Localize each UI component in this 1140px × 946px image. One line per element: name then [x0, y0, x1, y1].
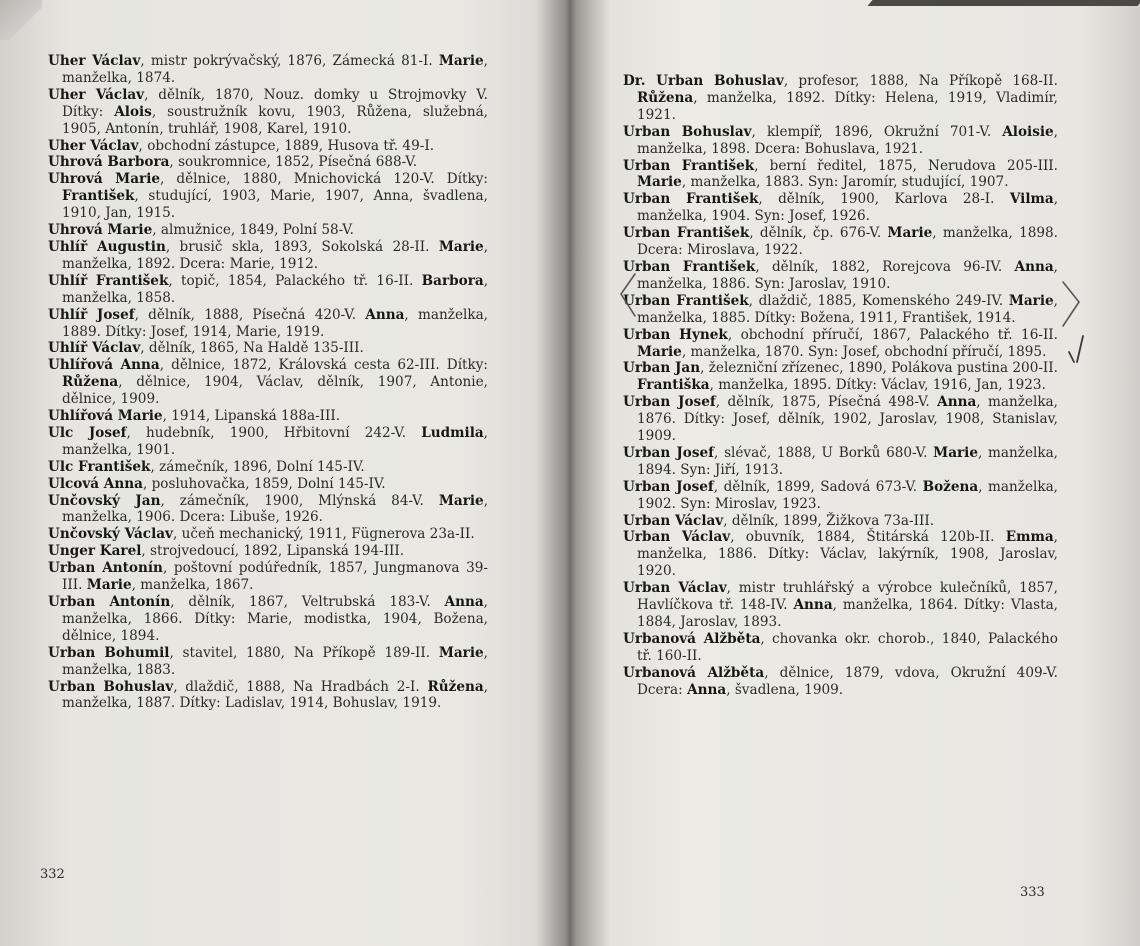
- entry-household: , manželka, 1866. Dítky: Marie, modistka, 1904, Božena, dělnice, 1894.: [62, 594, 488, 644]
- entry-household: , manželka, 1874.: [62, 53, 488, 86]
- entry-household: , manželka, 1864. Dítky: Vlasta, 1884, Jaroslav, 1893.: [637, 597, 1059, 630]
- entry-household: , manželka, 1892. Dcera: Marie, 1912.: [62, 238, 489, 272]
- entry-spouse: Růžena: [427, 678, 484, 695]
- entry-spouse: Marie: [438, 53, 484, 69]
- directory-entry: [623, 479, 1058, 513]
- entry-details: , berní ředitel, 1875, Nerudova 205-III.: [754, 157, 1059, 174]
- entry-spouse: Barbora: [421, 272, 484, 289]
- entry-name: Ulc Josef: [48, 424, 127, 441]
- entry-name: Uher Václav: [48, 86, 145, 103]
- entry-spouse: Marie: [887, 225, 933, 242]
- pencil-tick-icon: [1065, 332, 1089, 366]
- directory-entry: [48, 307, 488, 341]
- entry-details: , soukromnice, 1852, Písečná 688-V.: [169, 154, 418, 171]
- entry-spouse: Anna: [444, 594, 484, 610]
- entry-spouse: Marie: [438, 238, 484, 255]
- entry-name: Urban Josef: [623, 444, 715, 461]
- entry-household: , manželka, 1898. Dcera: Bohuslava, 1921.: [637, 123, 1058, 157]
- entry-name: Urban Bohumil: [48, 644, 170, 661]
- entry-details: , dělník, 1899, Sadová 673-V.: [713, 478, 923, 495]
- directory-entry: [48, 53, 488, 87]
- entry-details: , dělník, 1882, Rorejcova 96-IV.: [755, 258, 1015, 275]
- entry-details: , obuvník, 1884, Štitárská 120b-II.: [730, 529, 1006, 546]
- entry-details: , dělnice, 1872, Královská cesta 62-III. Dítky:: [159, 357, 488, 374]
- entry-name: Uhlířová Anna: [48, 357, 160, 374]
- entry-household: , manželka, 1886. Dítky: Václav, lakýrník, 1908, Jaroslav, 1920.: [637, 529, 1058, 580]
- entry-spouse: Vilma: [1009, 191, 1054, 208]
- directory-entry: [623, 665, 1058, 699]
- entry-name: Unčovský Jan: [48, 492, 161, 509]
- entry-name: Uher Václav: [48, 53, 141, 69]
- directory-entry: [623, 631, 1058, 665]
- entry-name: Urban František: [623, 258, 756, 275]
- entry-details: , hudebník, 1900, Hřbitovní 242-V.: [126, 424, 422, 441]
- entry-details: , obchodní zástupce, 1889, Husova tř. 49-I.: [138, 137, 435, 154]
- entry-household: , švadlena, 1909.: [726, 681, 844, 698]
- entry-spouse: Anna: [365, 306, 405, 323]
- entry-name: Uhrová Marie: [48, 222, 153, 239]
- entry-spouse: Marie: [637, 343, 682, 360]
- pencil-bracket-right-icon: [1060, 280, 1082, 328]
- entry-spouse: Marie: [86, 577, 132, 594]
- directory-entry: [48, 408, 488, 425]
- entry-household: , manželka, 1894. Syn: Jiří, 1913.: [637, 444, 1058, 478]
- entry-details: , poštovní podúředník, 1857, Jungmanova 39-III.: [62, 560, 488, 594]
- directory-entry: [48, 679, 488, 713]
- directory-entry: [623, 73, 1058, 124]
- entry-spouse: Anna: [687, 681, 727, 698]
- entry-details: , dělnice, 1879, vdova, Okružní 409-V. Dcera:: [637, 664, 1058, 698]
- directory-entry: [48, 526, 488, 543]
- directory-entry: [48, 543, 488, 560]
- entry-household: , manželka, 1906. Dcera: Libuše, 1926.: [62, 492, 489, 526]
- entry-name: Urbanová Alžběta: [623, 630, 761, 647]
- entry-household: , manželka, 1895. Dítky: Václav, 1916, Jan, 1923.: [709, 377, 1046, 394]
- entry-name: Urban Hynek: [623, 326, 728, 343]
- entry-household: , manželka, 1901.: [62, 424, 488, 458]
- entry-details: , mistr pokrývačský, 1876, Zámecká 81-I.: [140, 53, 439, 69]
- entry-name: Uhlíř Augustin: [48, 238, 166, 255]
- directory-entry: [623, 158, 1058, 192]
- entry-details: , dlaždič, 1888, Na Hradbách 2-I.: [173, 678, 428, 695]
- directory-entry: [48, 493, 488, 527]
- entry-details: , stavitel, 1880, Na Příkopě 189-II.: [169, 644, 439, 661]
- entry-name: Urban František: [623, 191, 759, 208]
- entry-details: , dělnice, 1880, Mnichovická 120-V. Dítky:: [160, 171, 488, 188]
- entry-name: Urban Jan: [623, 360, 701, 377]
- entry-name: Unčovský Václav: [48, 526, 173, 543]
- entry-household: , manželka, 1870. Syn: Josef, obchodní příručí, 1895.: [681, 343, 1047, 360]
- entry-name: Urban Antonín: [48, 560, 163, 577]
- entry-details: , dělník, 1865, Na Haldě 135-III.: [140, 340, 364, 357]
- entry-details: , dělník, 1867, Veltrubská 183-V.: [170, 594, 445, 610]
- directory-entry: [48, 171, 488, 222]
- entry-household: , studující, 1903, Marie, 1907, Anna, švadlena, 1910, Jan, 1915.: [62, 188, 488, 222]
- entry-spouse: Marie: [438, 644, 484, 661]
- directory-entry: [623, 225, 1058, 259]
- directory-entry: [48, 357, 488, 408]
- entry-spouse: Růžena: [62, 374, 119, 391]
- entry-name: Urban Bohuslav: [48, 678, 174, 695]
- entry-spouse: František: [62, 188, 135, 205]
- entry-details: , dělník, 1899, Žižkova 73a-III.: [723, 512, 935, 529]
- directory-entry: [48, 594, 488, 645]
- directory-entry: [48, 222, 488, 239]
- entry-spouse: Marie: [637, 174, 682, 191]
- entry-spouse: Božena: [922, 478, 979, 495]
- entry-name: Urban Bohuslav: [623, 123, 752, 140]
- entry-name: Urban František: [623, 292, 749, 309]
- entry-spouse: Alois: [114, 103, 152, 120]
- entry-household: , manželka, 1892. Dítky: Helena, 1919, Vladimír, 1921.: [637, 89, 1058, 123]
- entry-details: , strojvedoucí, 1892, Lipanská 194-III.: [141, 543, 405, 560]
- entry-spouse: Ludmila: [421, 424, 484, 441]
- entry-household: , manželka, 1876. Dítky: Josef, dělník, 1902, Jaroslav, 1908, Stanislav, 1909.: [637, 394, 1058, 445]
- entry-details: , klempíř, 1896, Okružní 701-V.: [751, 123, 1003, 140]
- entry-household: , manželka, 1886. Syn: Jaroslav, 1910.: [637, 258, 1058, 292]
- directory-entry: [623, 124, 1058, 158]
- entry-household: , soustružník kovu, 1903, Růžena, služebná, 1905, Antonín, truhlář, 1908, Karel, 1910.: [62, 103, 488, 137]
- entry-details: , profesor, 1888, Na Příkopě 168-II.: [783, 73, 1058, 89]
- entry-name: Urban Václav: [623, 580, 727, 597]
- entry-details: , mistr truhlářský a výrobce kulečníků, 1857, Havlíčkova tř. 148-IV.: [637, 580, 1059, 614]
- directory-entry: [48, 560, 488, 594]
- entry-name: Ulc František: [48, 458, 151, 475]
- directory-entry: [48, 239, 488, 273]
- entry-household: , manželka, 1904. Syn: Josef, 1926.: [637, 191, 1059, 225]
- entry-spouse: Marie: [438, 492, 484, 509]
- entry-spouse: Marie: [1008, 292, 1054, 309]
- entry-details: , zámečník, 1896, Dolní 145-IV.: [150, 458, 365, 475]
- directory-entry: [48, 87, 488, 138]
- entry-details: , chovanka okr. chorob., 1840, Palackého tř. 160-II.: [637, 630, 1058, 664]
- entry-details: , obchodní příručí, 1867, Palackého tř. 16-II.: [727, 326, 1058, 343]
- entry-household: , manželka, 1902. Syn: Miroslav, 1923.: [637, 478, 1058, 512]
- entry-name: Urbanová Alžběta: [623, 664, 765, 681]
- entry-name: Dr. Urban Bohuslav: [623, 73, 784, 89]
- entry-household: , manželka, 1883.: [62, 644, 488, 678]
- directory-entry: [623, 293, 1058, 327]
- entry-name: Urban Antonín: [48, 594, 171, 610]
- entry-details: , učeň mechanický, 1911, Fügnerova 23a-II.: [172, 526, 475, 543]
- entry-household: , dělnice, 1904, Václav, dělník, 1907, Antonie, dělnice, 1909.: [62, 374, 488, 408]
- directory-entry: [48, 154, 488, 171]
- entry-details: , topič, 1854, Palackého tř. 16-II.: [168, 272, 422, 289]
- entry-name: Uhrová Marie: [48, 171, 161, 188]
- left-page: [0, 0, 560, 946]
- entry-details: , brusič skla, 1893, Sokolská 28-II.: [165, 238, 439, 255]
- page-number-left: 332: [40, 867, 65, 882]
- entry-details: , dělník, 1870, Nouz. domky u Strojmovky V. Dítky:: [62, 86, 489, 120]
- entry-household: , manželka, 1883. Syn: Jaromír, studující, 1907.: [681, 174, 1009, 191]
- entry-details: , almužnice, 1849, Polní 58-V.: [152, 222, 355, 239]
- entry-details: , zámečník, 1900, Mlýnská 84-V.: [160, 492, 439, 509]
- entry-spouse: Emma: [1005, 529, 1054, 546]
- entry-details: , slévač, 1888, U Borků 680-V.: [714, 444, 934, 461]
- directory-entry: [48, 425, 488, 459]
- entry-details: , dělník, čp. 676-V.: [749, 225, 888, 242]
- directory-entry: [623, 445, 1058, 479]
- directory-entry: [48, 138, 488, 155]
- entry-name: Uher Václav: [48, 137, 139, 154]
- directory-entry: [623, 327, 1058, 361]
- entry-household: , manželka, 1858.: [62, 272, 489, 306]
- directory-entry: [48, 645, 488, 679]
- entry-name: Uhlíř František: [48, 272, 169, 289]
- entry-name: Uhlířová Marie: [48, 408, 163, 425]
- entry-name: Unger Karel: [48, 543, 142, 560]
- entry-household: , manželka, 1885. Dítky: Božena, 1911, František, 1914.: [637, 292, 1058, 326]
- directory-entry: [623, 360, 1058, 394]
- pencil-bracket-left-icon: [618, 272, 638, 318]
- right-column: [623, 73, 1058, 699]
- entry-household: , manželka, 1889. Dítky: Josef, 1914, Marie, 1919.: [62, 306, 488, 340]
- entry-details: , dělník, 1875, Písečná 498-V.: [715, 394, 938, 411]
- entry-household: , manželka, 1898. Dcera: Miroslava, 1922.: [637, 225, 1059, 259]
- directory-entry: [623, 580, 1058, 631]
- entry-name: Uhrová Barbora: [48, 154, 170, 171]
- entry-name: Urban Josef: [623, 478, 714, 495]
- entry-spouse: Růžena: [637, 89, 694, 106]
- entry-spouse: Františka: [637, 377, 710, 394]
- entry-name: Urban Václav: [623, 529, 731, 546]
- directory-entry: [623, 529, 1058, 580]
- entry-name: Uhlíř Josef: [48, 306, 135, 323]
- entry-household: , manželka, 1867.: [131, 577, 254, 594]
- entry-details: , dělník, 1888, Písečná 420-V.: [134, 306, 366, 323]
- entry-name: Urban Václav: [623, 512, 724, 529]
- entry-household: , manželka, 1887. Dítky: Ladislav, 1914, Bohuslav, 1919.: [62, 678, 489, 712]
- entry-spouse: Marie: [933, 444, 978, 461]
- page-number-right: 333: [1020, 885, 1045, 900]
- entry-name: Ulcová Anna: [48, 475, 143, 492]
- directory-entry: [623, 259, 1058, 293]
- entry-details: , železniční zřízenec, 1890, Polákova pustina 200-II.: [700, 360, 1058, 377]
- directory-entry: [623, 394, 1058, 445]
- entry-spouse: Anna: [793, 597, 833, 614]
- directory-entry: [48, 340, 488, 357]
- directory-entry: [623, 513, 1058, 530]
- entry-spouse: Anna: [937, 394, 977, 411]
- left-column: [48, 53, 488, 712]
- entry-details: , dělník, 1900, Karlova 28-I.: [758, 191, 1010, 208]
- entry-details: , posluhovačka, 1859, Dolní 145-IV.: [142, 475, 386, 492]
- entry-details: , dlaždič, 1885, Komenského 249-IV.: [748, 292, 1009, 309]
- entry-details: , 1914, Lipanská 188a-III.: [162, 408, 341, 425]
- entry-name: Urban František: [623, 225, 750, 242]
- directory-entry: [48, 476, 488, 493]
- entry-name: Uhlíř Václav: [48, 340, 141, 357]
- right-page: [568, 0, 1140, 946]
- directory-entry: [48, 273, 488, 307]
- directory-entry: [623, 191, 1058, 225]
- entry-name: Urban Josef: [623, 394, 716, 411]
- entry-spouse: Aloisie: [1002, 123, 1054, 140]
- directory-entry: [48, 459, 488, 476]
- entry-name: Urban František: [623, 157, 755, 174]
- entry-spouse: Anna: [1014, 258, 1054, 275]
